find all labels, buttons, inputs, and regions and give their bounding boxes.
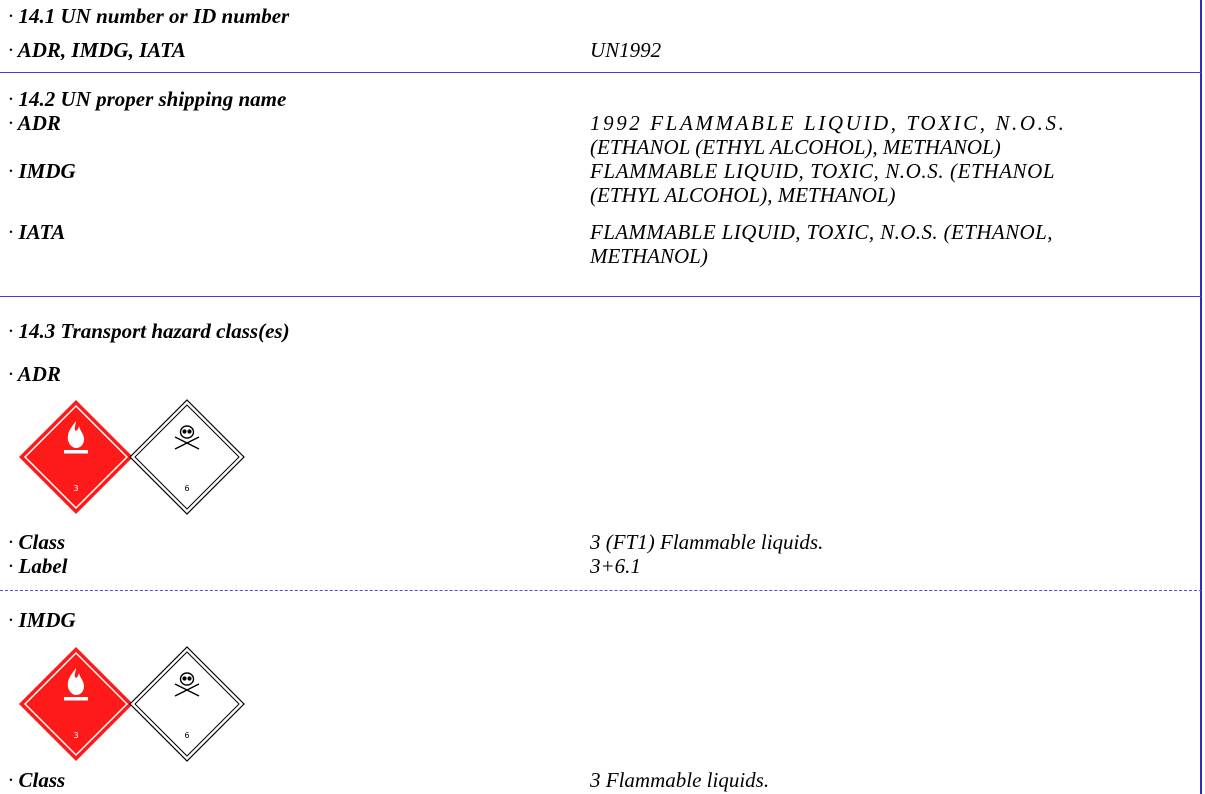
svg-text:3: 3 xyxy=(73,484,79,493)
divider xyxy=(0,296,1202,297)
imdg-shipping-label: · IMDG xyxy=(8,159,76,183)
un-number-value: UN1992 xyxy=(590,38,662,62)
section-14-1-heading: · 14.1 UN number or ID number xyxy=(8,4,290,28)
iata-shipping-label: · IATA xyxy=(8,220,66,244)
svg-text:6: 6 xyxy=(184,731,190,740)
adr-label-value: 3+6.1 xyxy=(590,554,641,578)
iata-shipping-name: FLAMMABLE LIQUID, TOXIC, N.O.S. (ETHANOL, METHANOL) xyxy=(590,220,1053,268)
adr-label-label: · Label xyxy=(8,554,68,578)
adr-placards xyxy=(0,399,260,521)
flammable-liquid-placard xyxy=(18,646,134,762)
un-number-label: · ADR, IMDG, IATA xyxy=(8,38,186,62)
imdg-class-value: 3 Flammable liquids. xyxy=(590,768,770,792)
imdg-class-label: · Class xyxy=(8,768,66,792)
svg-text:3: 3 xyxy=(73,731,79,740)
section-14-3-heading: · 14.3 Transport hazard class(es) xyxy=(8,319,290,343)
toxic-substance-placard xyxy=(129,399,245,515)
frame-right-border xyxy=(1200,0,1202,794)
adr-class-value: 3 (FT1) Flammable liquids. xyxy=(590,530,824,554)
svg-text:6: 6 xyxy=(184,484,190,493)
imdg-placards xyxy=(0,646,260,768)
section-14-2-heading: · 14.2 UN proper shipping name xyxy=(8,87,287,111)
imdg-shipping-name: FLAMMABLE LIQUID, TOXIC, N.O.S. (ETHANOL (ETHYL ALCOHOL), METHANOL) xyxy=(590,159,1056,207)
imdg-hazard-label: · IMDG xyxy=(8,608,76,632)
dashed-divider xyxy=(0,590,1202,591)
adr-hazard-label: · ADR xyxy=(8,362,61,386)
adr-shipping-label: · ADR xyxy=(8,111,61,135)
flammable-liquid-placard xyxy=(18,399,134,515)
adr-shipping-name: 1992 FLAMMABLE LIQUID, TOXIC, N.O.S. (ETHANOL (ETHYL ALCOHOL), METHANOL) xyxy=(590,111,1067,159)
toxic-substance-placard xyxy=(129,646,245,762)
divider xyxy=(0,72,1202,73)
adr-class-label: · Class xyxy=(8,530,66,554)
